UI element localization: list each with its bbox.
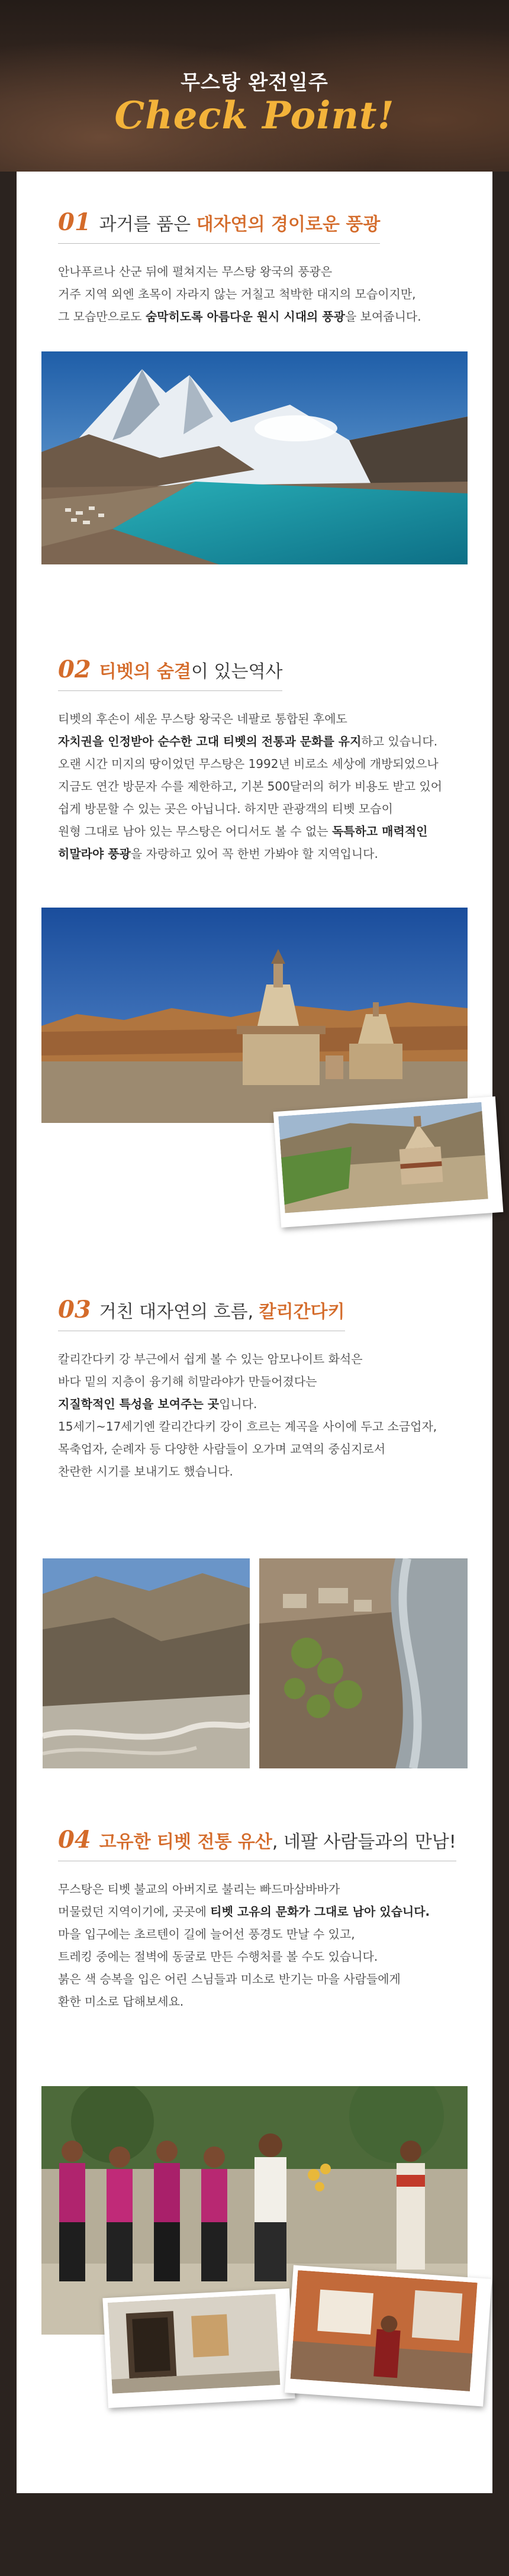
description-bold-text: 티벳 고유의 문화가 그대로 남아 있습니다.	[210, 1904, 430, 1919]
description-text: 거주 지역 외엔 초목이 자라지 않는 거칠고 척박한 대지의 모습이지만,	[58, 287, 416, 301]
header-banner	[0, 0, 509, 172]
title-pre: 거친 대자연의 흐름,	[99, 1302, 259, 1322]
description-line	[58, 820, 484, 842]
description-line	[58, 775, 484, 798]
title-highlight: 고유한 티벳 전통 유산	[99, 1832, 272, 1852]
description-line	[58, 798, 484, 820]
description-bold-text: 자치권을 인정받아 순수한 고대 티벳의 전통과 문화를 유지	[58, 734, 362, 748]
description-line	[58, 1393, 484, 1415]
description-text: 티벳의 후손이 세운 무스탕 왕국은 네팔로 통합된 후에도	[58, 712, 347, 726]
section-title	[58, 656, 282, 691]
description-line	[58, 283, 484, 305]
description-line	[58, 1900, 484, 1923]
description-text: 목축업자, 순례자 등 다양한 사람들이 오가며 교역의 중심지로서	[58, 1442, 386, 1456]
section-title	[58, 1826, 456, 1861]
description-line	[58, 708, 484, 730]
section-title	[58, 1296, 345, 1331]
description-text: 환한 미소로 답해보세요.	[58, 1994, 184, 2009]
description-bold-text: 독특하고 매력적인	[331, 824, 428, 838]
description-line	[58, 1990, 484, 2013]
inset-photo-chorten-village	[273, 1096, 504, 1228]
section-02	[58, 656, 484, 865]
description-text: 안나푸르나 산군 뒤에 펼쳐지는 무스탕 왕국의 풍광은	[58, 264, 333, 279]
description-line	[58, 730, 484, 753]
section-number: 03	[58, 1296, 91, 1323]
header-title: Check Point!	[114, 93, 395, 138]
description-text: 붉은 색 승복을 입은 어린 스님들과 미소로 반기는 마을 사람들에게	[58, 1972, 401, 1986]
description-text: 마을 입구에는 초르텐이 길에 늘어선 풍경도 만날 수 있고,	[58, 1927, 355, 1941]
description-text: 지금도 연간 방문자 수를 제한하고, 기본 500달러의 허가 비용도 받고 있어	[58, 779, 443, 793]
description-bold-text: 숨막히도록 아름다운 원시 시대의 풍광	[145, 309, 345, 324]
description-text: 을 자랑하고 있어 꼭 한번 가봐야 할 지역입니다.	[130, 847, 378, 861]
title-highlight: 대자연의 경이로운 풍광	[196, 214, 381, 235]
inset-photo-monk	[285, 2265, 492, 2407]
description-line	[58, 842, 484, 865]
section-description	[58, 260, 484, 328]
description-text: 쉽게 방문할 수 있는 곳은 아닙니다. 하지만 관광객의 티벳 모습이	[58, 802, 393, 816]
description-text: 입니다.	[219, 1397, 257, 1411]
description-line	[58, 1968, 484, 1990]
section-01	[58, 208, 484, 328]
description-bold-text: 지질학적인 특성을 보여주는 곳	[58, 1397, 220, 1411]
section-number: 04	[58, 1826, 91, 1854]
description-bold-text: 히말라야 풍광	[58, 847, 131, 861]
section-number: 01	[58, 208, 91, 236]
description-text: 찬란한 시기를 보내기도 했습니다.	[58, 1464, 233, 1479]
photo-gokyo-lake	[41, 351, 468, 564]
title-highlight: 티벳의 숨결	[99, 661, 192, 682]
description-line	[58, 1923, 484, 1945]
photo-chortens-cliffs	[41, 908, 468, 1123]
inset-photo-doorway	[102, 2288, 295, 2408]
description-line	[58, 1348, 484, 1370]
title-highlight: 칼리간다키	[259, 1302, 345, 1322]
photo-riverside-village	[259, 1558, 468, 1768]
description-line	[58, 1878, 484, 1900]
description-text: 하고 있습니다.	[361, 734, 438, 748]
section-description	[58, 1348, 484, 1483]
description-line	[58, 1415, 484, 1438]
description-text: 원형 그대로 남아 있는 무스탕은 어디서도 볼 수 없는	[58, 824, 332, 838]
description-line	[58, 753, 484, 775]
description-text: 15세기~17세기엔 칼리간다키 강이 흐르는 계곡을 사이에 두고 소금업자,	[58, 1419, 437, 1434]
description-text: 오랜 시간 미지의 땅이었던 무스탕은 1992년 비로소 세상에 개방되었으나	[58, 757, 439, 771]
footer-band	[0, 2493, 509, 2576]
section-number: 02	[58, 656, 91, 683]
description-line	[58, 1945, 484, 1968]
section-description	[58, 1878, 484, 2013]
description-text: 머물렀던 지역이기에, 곳곳에	[58, 1904, 211, 1919]
section-04	[58, 1826, 484, 2013]
description-text: 칼리간다키 강 부근에서 쉽게 볼 수 있는 암모나이트 화석은	[58, 1352, 363, 1366]
photo-kali-gandaki-valley	[43, 1558, 250, 1768]
section-description	[58, 708, 484, 865]
description-text: 그 모습만으로도	[58, 309, 146, 324]
description-text: 무스탕은 티벳 불교의 아버지로 불리는 빠드마삼바바가	[58, 1882, 340, 1896]
section-03	[58, 1296, 484, 1483]
description-line	[58, 305, 484, 328]
title-post: , 네팔 사람들과의 만남!	[272, 1832, 456, 1852]
content-card	[17, 172, 492, 2493]
description-text: 트레킹 중에는 절벽에 동굴로 만든 수행처를 볼 수도 있습니다.	[58, 1949, 378, 1964]
header-subtitle: 무스탕 완전일주	[181, 71, 328, 95]
description-text: 을 보여줍니다.	[344, 309, 421, 324]
description-line	[58, 260, 484, 283]
description-line	[58, 1370, 484, 1393]
title-pre: 과거를 품은	[99, 214, 196, 235]
description-line	[58, 1438, 484, 1460]
title-post: 이 있는역사	[191, 661, 283, 682]
description-line	[58, 1460, 484, 1483]
section-title	[58, 208, 380, 244]
description-text: 바다 밑의 지층이 융기해 히말라야가 만들어졌다는	[58, 1374, 317, 1389]
